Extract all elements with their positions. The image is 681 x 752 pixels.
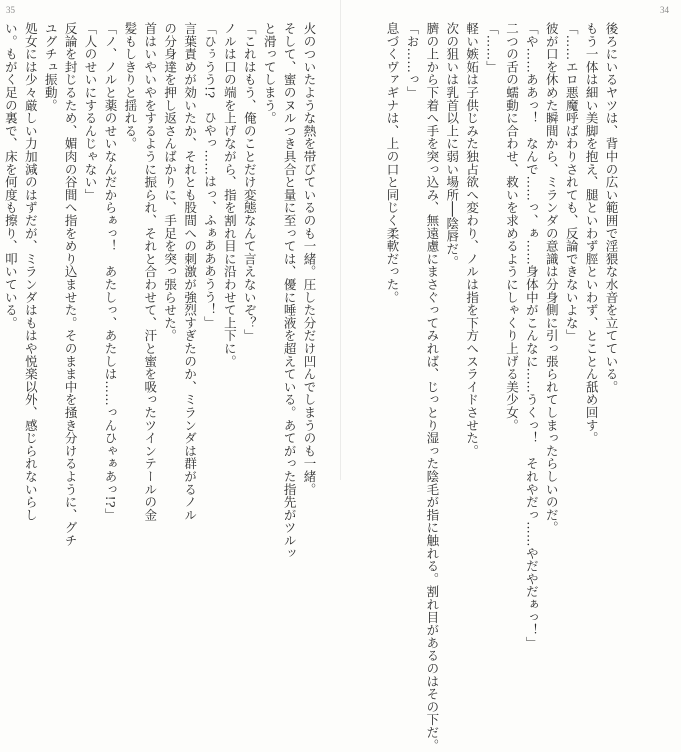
right-text-line: 「や……ああっ！ なんで……っ、ぁ……身体中がこんなに……うくっ！ それやだっ……やだやだぁっ！」: [524, 22, 540, 650]
right-text-line: 軽い嫉妬は子供じみた独占欲へ変わり、ノルは指を下方へスライドさせた。: [464, 22, 480, 458]
left-text-line: ユグチュ振動。: [43, 22, 59, 112]
left-text-line: い。もがく足の裏で、床を何度も擦り、叩いている。: [3, 22, 19, 330]
right-text-line: 次の狙いは乳首以上に弱い場所──陰唇だ。: [444, 22, 460, 269]
left-page-text: [3, 22, 319, 560]
left-text-line: 「ノ、ノルと薬のせいなんだからぁっ！ あたしっ、あたしは……っんひゃぁあっ!?」: [102, 22, 118, 521]
left-text-line: ノルは口の端を上げながら、指を割れ目に沿わせて上下に。: [222, 22, 238, 368]
left-text-line: の分身達を押し返さんばかりに、手足を突っ張らせた。: [162, 22, 178, 342]
page-gutter: [340, 0, 341, 480]
left-text-line: 首はいやいやをするように振られ、それと合わせて、汗と蜜を吸ったツインテールの金: [142, 22, 158, 522]
right-text-line: 二つの舌の蠕動に合わせ、救いを求めるようにしゃくり上げる美少女。: [504, 22, 520, 432]
left-text-line: 火のついたような熱を帯びているのも一緒。圧した分だけ凹んでしまうのも一緒。: [302, 22, 317, 496]
right-text-line: もう一体は細い美脚を抱え、腿といわず脛といわず、とことん舐め回す。: [584, 22, 600, 445]
left-text-line: 「これはもう、俺のことだけ変態なんて言えないぞ？」: [242, 22, 258, 342]
right-page-text: [359, 22, 621, 752]
left-text-line: 「ひぅうう!? ひやっ……はっ、ふぁあああうう！」: [202, 22, 218, 329]
right-text-line: 「……エロ悪魔呼ばわりされても、反論できないよな」: [564, 22, 580, 342]
left-text-line: 「人のせいにするんじゃない」: [83, 22, 99, 202]
left-text-line: 反論を封じるため、媚肉の谷間へ指をめり込ませた。そのまま中を掻き分けるように、グチ: [63, 22, 79, 547]
right-text-line: 臍の上から下着へ手を突っ込み、無遠慮にまさぐってみれば、じっとり湿った陰毛が指に触れる。割れ目があるのはその下だ。: [424, 22, 440, 752]
right-text-line: 彼が口を休めた瞬間から、ミランダの意識は分身側に引っ張られてしまったらしいのだ。: [544, 22, 560, 534]
left-text-line: と滑ってしまう。: [262, 22, 278, 125]
left-text-line: [0, 22, 1, 467]
right-text-line: 息づくヴァギナは、上の口と同じく柔軟だった。: [385, 22, 401, 304]
left-text-line: 言葉責めが効いたか、それとも股間への刺激が強烈すぎたのか、ミランダは群がるノル: [182, 22, 198, 522]
left-text-line: 処女には少々厳しい力加減のはずだが、ミランダはもはや悦楽以外、感じられないらし: [23, 22, 39, 522]
right-text-line: 「……」: [484, 22, 500, 74]
left-text-line: 髪もしきりと揺れる。: [122, 22, 138, 150]
right-text-line: 後ろにいるヤツは、背中の広い範囲で淫猥な水音を立てている。: [604, 22, 619, 394]
left-page-number: 35: [6, 5, 15, 15]
left-text-line: そして、蜜のヌルつき具合と量に至っては、優に唾液を超えている。あてがった指先がツルッ: [282, 22, 298, 560]
right-text-line: 「お……っ」: [404, 22, 420, 99]
right-page-number: 34: [660, 5, 669, 15]
